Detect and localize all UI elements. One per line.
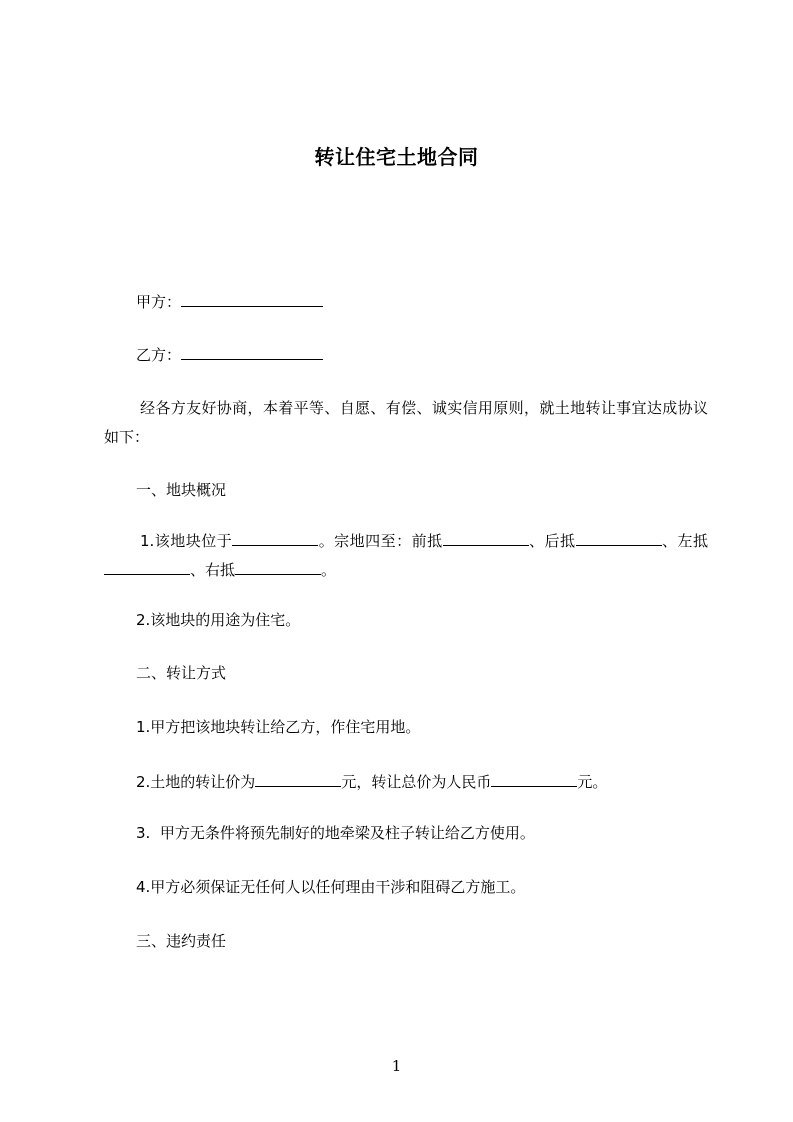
total-price-blank [491,771,577,787]
right-boundary-blank [235,559,321,575]
section1-item2: 2.该地块的用途为住宅。 [136,611,301,629]
party-b-blank [181,344,323,360]
section2-heading: 二、转让方式 [136,664,227,682]
section2-item4: 4.甲方必须保证无任何人以任何理由干涉和阻碍乙方施工。 [136,878,526,896]
document-title: 转让住宅土地合同 [314,145,479,169]
section2-item2 [136,771,607,792]
item1-right-label: 、右抵 [190,561,236,579]
front-boundary-blank [443,530,529,546]
item2-prefix: 2.土地的转让价为 [136,773,256,791]
item1-end: 。 [321,561,337,579]
section1-item1 [104,527,708,585]
back-boundary-blank [576,530,662,546]
party-b-label: 乙方： [136,346,182,364]
item2-middle: 元，转让总价为人民币 [341,773,492,791]
party-a-line [136,291,323,312]
unit-price-blank [255,771,341,787]
party-a-blank [181,291,323,307]
item1-back-label: 、后抵 [528,532,576,550]
party-a-label: 甲方： [136,293,182,311]
location-blank [232,530,318,546]
item1-left-label: 、左抵 [661,532,708,550]
section1-heading: 一、地块概况 [136,481,227,499]
section2-item1: 1.甲方把该地块转让给乙方，作住宅用地。 [136,718,421,736]
left-boundary-blank [104,559,190,575]
item2-end: 元。 [577,773,608,791]
section2-item3: 3. 甲方无条件将预先制好的地牵梁及柱子转让给乙方使用。 [136,824,535,842]
page-number: 1 [391,1057,402,1075]
party-b-line [136,344,323,365]
intro-paragraph: 经各方友好协商，本着平等、自愿、有偿、诚实信用原则，就土地转让事宜达成协议如下： [104,399,708,446]
item1-front-label: 。宗地四至：前抵 [318,532,443,550]
item1-prefix: 1.该地块位于 [140,532,233,550]
section3-heading: 三、违约责任 [136,932,227,950]
